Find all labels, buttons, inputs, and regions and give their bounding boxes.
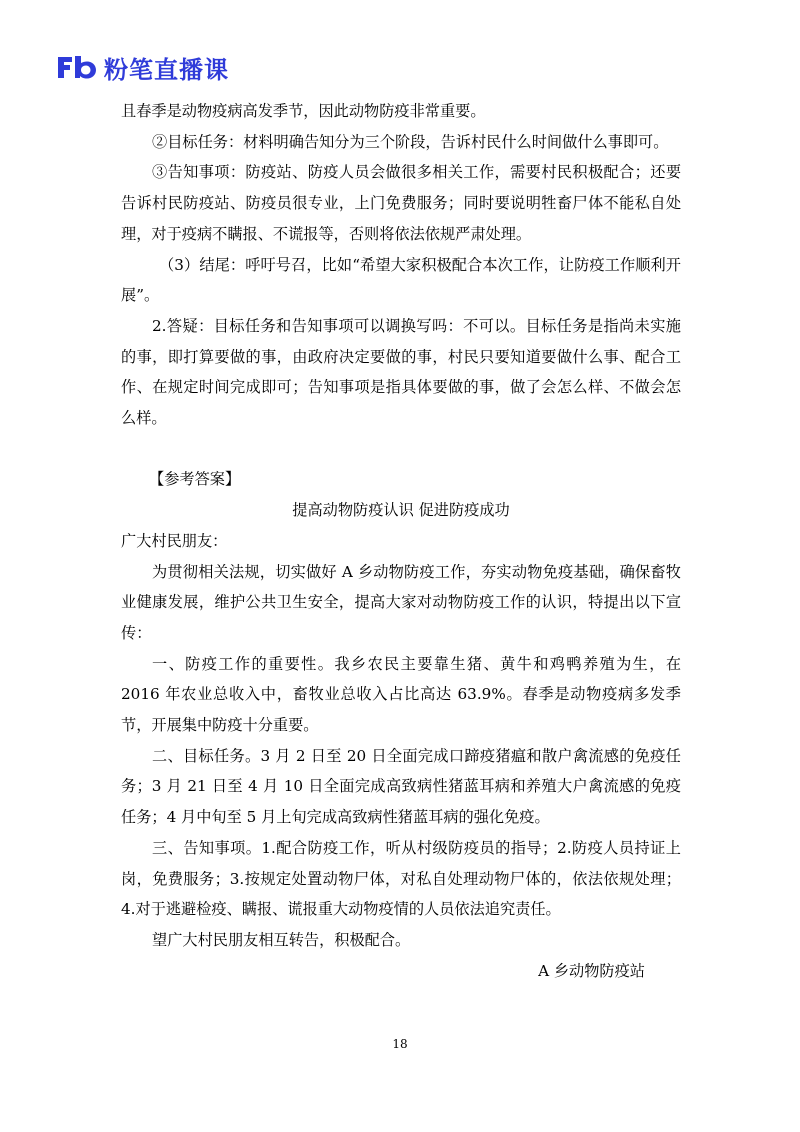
signature: A 乡动物防疫站 [538, 961, 645, 980]
answer-paragraph: 三、告知事项。1.配合防疫工作，听从村级防疫员的指导；2.防疫人员持证上岗，免费服务；3.按规定处置动物尸体，对私自处理动物尸体的，依法依规处理；4.对于逃避检疫、瞒报、谎报重大动物疫情的人员依法追究责任。 [121, 838, 681, 919]
paragraph: ②目标任务：材料明确告知分为三个阶段，告诉村民什么时间做什么事即可。 [152, 132, 669, 151]
paragraph: 2.答疑：目标任务和告知事项可以调换写吗：不可以。目标任务是指尚未实施的事，即打算要做的事，由政府决定要做的事，村民只要知道要做什么事、配合工作、在规定时间完成即可；告知事项是指具体要做的事，做了会怎么样、不做会怎么样。 [121, 316, 681, 428]
answer-paragraph: 望广大村民朋友相互转告，积极配合。 [152, 930, 411, 949]
paragraph: ③告知事项：防疫站、防疫人员会做很多相关工作，需要村民积极配合；还要告诉村民防疫站、防疫员很专业，上门免费服务；同时要说明牲畜尸体不能私自处理，对于疫病不瞒报、不谎报等，否则将依法依规严肃处理。 [121, 163, 681, 243]
salutation: 广大村民朋友： [121, 531, 228, 550]
page-number: 18 [392, 1037, 408, 1051]
answer-paragraph: 二、目标任务。3 月 2 日至 20 日全面完成口蹄疫猪瘟和散户禽流感的免疫任务；3 月 21 日至 4 月 10 日全面完成高致病性猪蓝耳病和养殖大户禽流感的免疫任务；4 月中旬至 5 月上旬完成高致病性猪蓝耳病的强化免疫。 [121, 746, 681, 827]
header [56, 50, 229, 84]
paragraph: 且春季是动物疫病高发季节，因此动物防疫非常重要。 [121, 102, 486, 120]
fb-logo-icon [56, 52, 100, 82]
paragraph: （3）结尾：呼吁号召，比如“希望大家积极配合本次工作，让防疫工作顺利开展”。 [121, 255, 681, 305]
brand-name: 粉笔直播课 [104, 55, 229, 84]
spacer [121, 434, 681, 465]
answer-label: 【参考答案】 [149, 470, 241, 489]
answer-paragraph: 为贯彻相关法规，切实做好 A 乡动物防疫工作，夯实动物免疫基础，确保畜牧业健康发展，维护公共卫生安全，提高大家对动物防疫工作的认识，特提出以下宣传： [121, 562, 681, 642]
document-body [121, 96, 681, 986]
answer-title: 提高动物防疫认识 促进防疫成功 [292, 501, 510, 520]
answer-paragraph: 一、防疫工作的重要性。我乡农民主要靠生猪、黄牛和鸡鸭养殖为生，在 2016 年农业总收入中，畜牧业总收入占比高达 63.9%。春季是动物疫病多发季节，开展集中防疫十分重要。 [121, 654, 681, 735]
